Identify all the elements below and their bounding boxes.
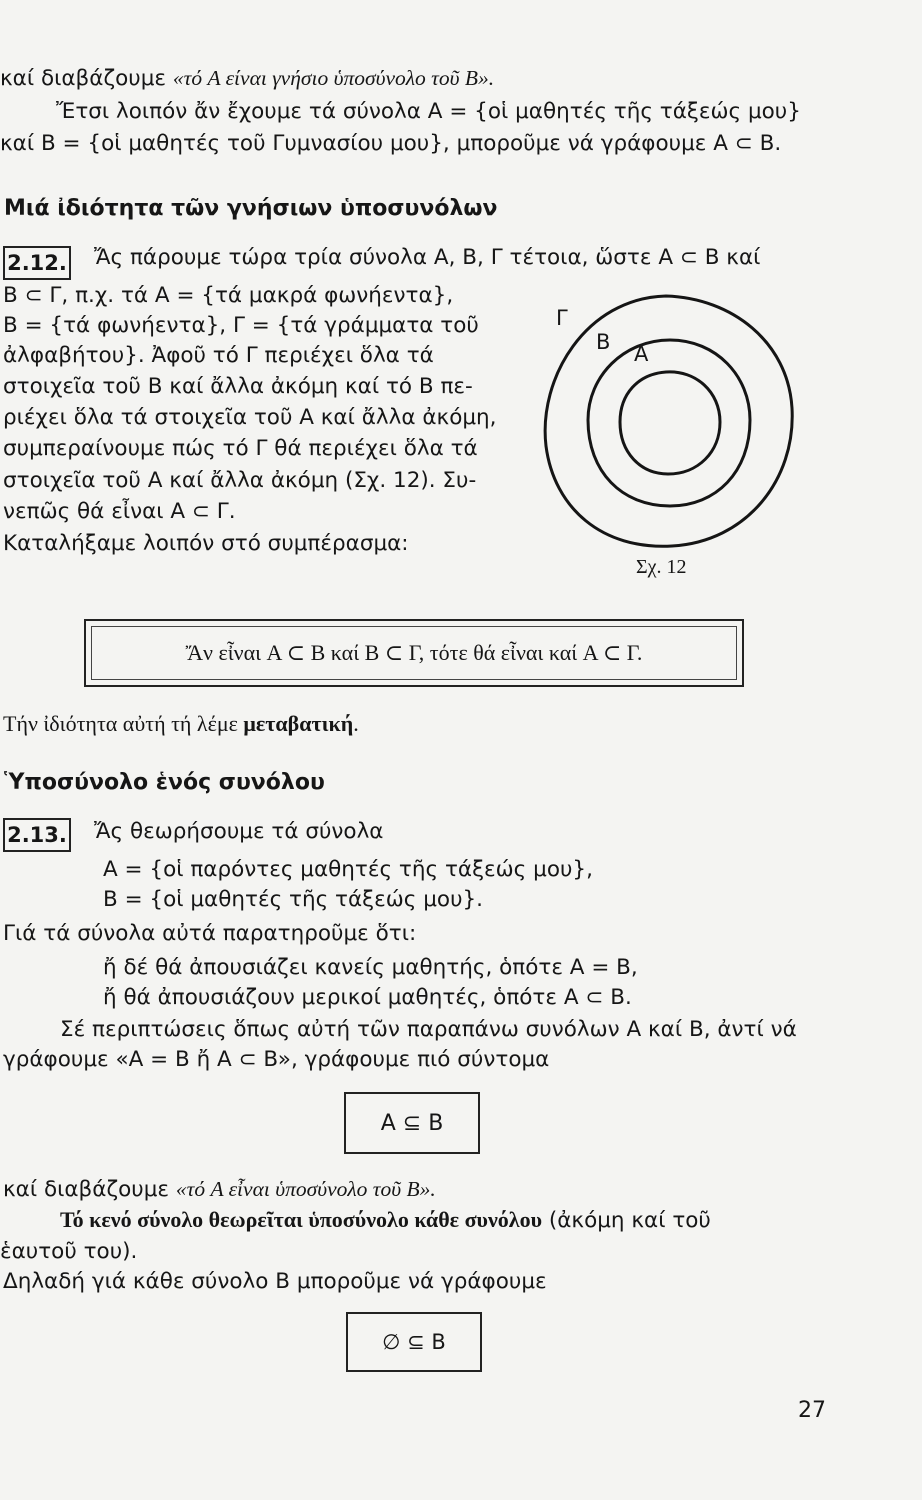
paragraph-line: Ἄς πάρουμε τώρα τρία σύνολα A, B, Γ τέτοια, ὥστε A ⊂ B καί: [94, 245, 761, 270]
paragraph-line: B ⊂ Γ, π.χ. τά A = {τά μακρά φωνήεντα},: [3, 283, 454, 308]
paragraph-line: συμπεραίνουμε πώς τό Γ θά περιέχει ὅλα τά: [3, 436, 478, 461]
section-number-box: 2.12.: [3, 246, 71, 280]
paragraph-line: B = {τά φωνήεντα}, Γ = {τά γράμματα τοῦ: [3, 313, 479, 338]
section-heading: Μιά ἰδιότητα τῶν γνήσιων ὑποσυνόλων: [4, 196, 498, 221]
figure-caption: Σχ. 12: [636, 556, 687, 578]
paragraph-line: Καταλήξαμε λοιπόν στό συμπέρασμα:: [3, 531, 409, 556]
paragraph-line: γράφουμε «A = B ἤ A ⊂ B», γράφουμε πιό σύντομα: [3, 1047, 550, 1072]
paragraph-line: ριέχει ὅλα τά στοιχεῖα τοῦ A καί ἄλλα ἀκόμη,: [3, 405, 497, 430]
set-gamma-outline: [545, 296, 792, 546]
text: Τήν ἰδιότητα αὐτή τή λέμε: [3, 711, 238, 736]
paragraph-line: στοιχεῖα τοῦ A καί ἄλλα ἀκόμη (Σχ. 12). Συ-: [3, 468, 477, 493]
section-number-box: 2.13.: [3, 818, 71, 852]
bold-statement: Τό κενό σύνολο θεωρεῖται ὑποσύνολο κάθε συνόλου: [60, 1207, 543, 1232]
text: (ἀκόμη καί τοῦ: [542, 1208, 711, 1233]
paragraph-line: [0, 64, 494, 93]
paragraph-line: Ἔτσι λοιπόν ἄν ἔχουμε τά σύνολα A = {οἱ μαθητές τῆς τάξεώς μου}: [56, 99, 801, 124]
boxed-statement: [84, 619, 744, 687]
label-a: A: [634, 342, 649, 366]
paragraph-line: A = {οἱ παρόντες μαθητές τῆς τάξεώς μου},: [103, 857, 593, 882]
paragraph-line: Δηλαδή γιά κάθε σύνολο B μποροῦμε νά γράφουμε: [3, 1269, 547, 1294]
paragraph-line: ἑαυτοῦ του).: [0, 1239, 138, 1264]
page-number: 27: [798, 1398, 826, 1423]
set-a-outline: [620, 372, 720, 474]
paragraph-line: νεπῶς θά εἶναι A ⊂ Γ.: [3, 499, 236, 524]
paragraph-line: ἤ δέ θά ἀπουσιάζει κανείς μαθητής, ὁπότε A = B,: [103, 955, 638, 980]
text: καί διαβάζουμε: [3, 1177, 170, 1202]
section-heading: Ὑποσύνολο ἑνός συνόλου: [4, 770, 325, 795]
italic-phrase: «τό A εἶναι ὑποσύνολο τοῦ B».: [175, 1177, 436, 1201]
paragraph-line: Σέ περιπτώσεις ὅπως αὐτή τῶν παραπάνω συνόλων A καί B, ἀντί νά: [60, 1017, 797, 1042]
italic-phrase: «τό A είναι γνήσιο ὑποσύνολο τοῦ B».: [172, 66, 495, 90]
paragraph-line: ἀλφαβήτου}. Ἀφοῦ τό Γ περιέχει ὅλα τά: [3, 343, 434, 368]
label-gamma: Γ: [556, 306, 568, 330]
bold-term: μεταβατική: [243, 711, 354, 736]
paragraph-line: ἤ θά ἀπουσιάζουν μερικοί μαθητές, ὁπότε A ⊂ B.: [103, 985, 632, 1010]
paragraph-line: στοιχεῖα τοῦ B καί ἄλλα ἀκόμη καί τό B πε-: [3, 374, 473, 399]
paragraph-line: [3, 1175, 436, 1204]
formula-text: ∅ ⊆ B: [382, 1330, 446, 1354]
paragraph-line: [60, 1206, 711, 1235]
formula-text: A ⊆ B: [380, 1110, 444, 1136]
text: .: [353, 711, 359, 736]
paragraph-line: B = {οἱ μαθητές τῆς τάξεώς μου}.: [103, 887, 484, 912]
paragraph-line: [3, 710, 359, 738]
set-b-outline: [588, 340, 750, 506]
paragraph-line: Γιά τά σύνολα αὐτά παρατηροῦμε ὅτι:: [3, 921, 417, 946]
boxed-formula: [344, 1092, 480, 1154]
label-b: B: [596, 330, 611, 354]
paragraph-line: καί B = {οἱ μαθητές τοῦ Γυμνασίου μου}, μποροῦμε νά γράφουμε A ⊂ B.: [0, 131, 782, 156]
text: καί διαβάζουμε: [0, 66, 167, 91]
statement-text: Ἄν εἶναι A ⊂ B καί B ⊂ Γ, τότε θά εἶναι καί A ⊂ Γ.: [185, 640, 643, 665]
boxed-formula: [346, 1312, 482, 1372]
paragraph-line: Ἄς θεωρήσουμε τά σύνολα: [94, 819, 384, 844]
